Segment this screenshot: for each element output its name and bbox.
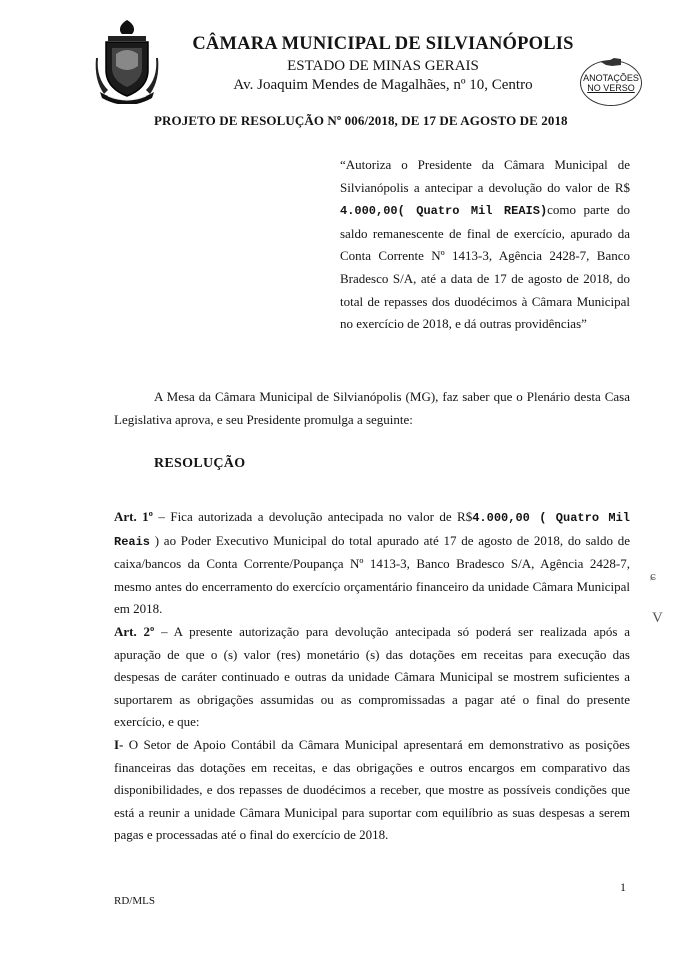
page-number: 1: [620, 880, 626, 894]
margin-initial-mark: V: [652, 610, 663, 626]
chamber-name: CÂMARA MUNICIPAL DE SILVIANÓPOLIS: [192, 34, 574, 54]
articles: [114, 506, 630, 847]
annotations-stamp: [580, 60, 642, 106]
stamp-line-1: ANOTAÇÕES: [583, 73, 639, 83]
article-1-text-1: – Fica autorizada a devolução antecipada no valor de R$: [152, 509, 473, 524]
article-1-label: Art. 1º: [114, 509, 153, 524]
margin-handwriting: ɕ: [650, 568, 656, 583]
preamble: [114, 386, 630, 431]
article-1-typed-value: 4.000,00 ( Quatro Mil Reais: [114, 511, 631, 549]
ementa-text-2: como parte do saldo remanescente de final de exercício, apurado da Conta Corrente Nº 1413-3, Agência 2428-7, Banco Bradesco S/A, até a data de 17 de agosto de 2018, do total de repasses dos duodécimos à Câmara Municipal no exercício de 2018, e dá outras providências”: [340, 202, 630, 332]
article-2: [114, 621, 630, 734]
stamp-line-2: NO VERSO: [587, 83, 635, 93]
ementa-typed-value: 4.000,00( Quatro Mil REAIS): [340, 204, 548, 219]
article-1-text-2: ) ao Poder Executivo Municipal do total apurado até 17 de agosto de 2018, do saldo de caixa/bancos da Conta Corrente/Poupança Nº 1413-3, Banco Bradesco S/A, Agência 2428-7, mesmo antes do encerramento do exercício orçamentário financeiro da unidade Câmara Municipal em 2018.: [114, 532, 630, 617]
preamble-text: A Mesa da Câmara Municipal de Silvianópolis (MG), faz saber que o Plenário desta Casa Legislativa aprova, e seu Presidente promulga a seguinte:: [114, 389, 630, 427]
resolution-heading: RESOLUÇÃO: [154, 456, 246, 471]
document-title: PROJETO DE RESOLUÇÃO Nº 006/2018, DE 17 DE AGOSTO DE 2018: [154, 113, 568, 128]
article-1: [114, 506, 630, 621]
chamber-address: Av. Joaquim Mendes de Magalhães, nº 10, Centro: [233, 77, 533, 93]
article-2-label: Art. 2º: [114, 623, 155, 639]
article-2-text: – A presente autorização para devolução antecipada só poderá ser realizada após a apuração de que o (s) valor (res) monetário (s) das dotações em receitas para execução das despesas de caráter continuado e outras da unidade Câmara Municipal se mostrem suficientes a suportarem as obrigações assumidas ou as compromissadas a pagar até o final do presente exercício, e que:: [114, 623, 631, 730]
author-code: RD/MLS: [114, 895, 155, 907]
ementa-text-1: “Autoriza o Presidente da Câmara Municipal de Silvianópolis a antecipar a devolução do valor de R$: [340, 157, 630, 195]
ementa: [340, 154, 630, 336]
item-1: [114, 734, 630, 847]
item-1-text: O Setor de Apoio Contábil da Câmara Municipal apresentará em demonstrativo as posições financeiras das dotações em receitas, e das obrigações e outros encargos em comparativo das disponibilidades, e dos repasses de duodécimos a receber, que mostre as possíveis condições que está a reunir a unidade Câmara Municipal para suportar com equilíbrio as suas despesas a serem pagas e processadas até o final do exercício de 2018.: [114, 736, 630, 843]
state-name: ESTADO DE MINAS GERAIS: [287, 58, 479, 74]
item-1-label: I-: [114, 736, 124, 752]
